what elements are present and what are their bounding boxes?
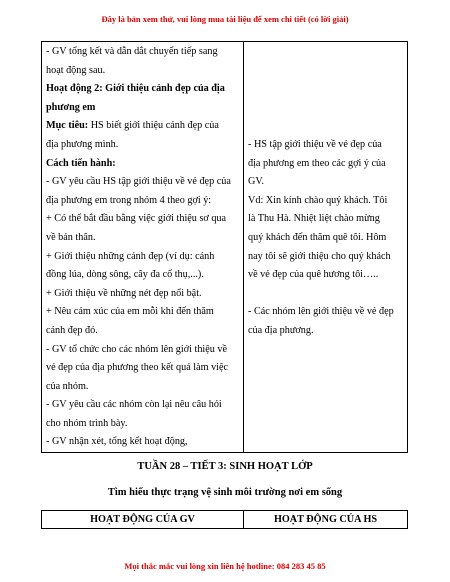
text-line: địa phương em trong nhóm 4 theo gợi ý: — [46, 194, 212, 206]
text-line: địa phương em theo các gợi ý của — [248, 157, 386, 169]
text-line: địa phương mình. — [46, 138, 119, 150]
text-line: + Nêu cảm xúc của em mỗi khi đến thăm — [46, 306, 214, 318]
section-title: TUẦN 28 – TIẾT 3: SINH HOẠT LỚP — [137, 461, 313, 472]
objective-label: Mục tiêu: — [46, 120, 89, 132]
procedure-label: Cách tiến hành: — [46, 157, 116, 169]
teacher-activity-header: HOẠT ĐỘNG CỦA GV — [42, 511, 244, 529]
text-line: - GV nhận xét, tổng kết hoạt động, — [46, 436, 188, 448]
text-line: đồng lúa, dòng sông, cây đa cổ thụ,...). — [46, 269, 204, 281]
text-line: GV. — [248, 176, 264, 188]
text-line: vẻ đẹp của địa phương theo kết quả làm việc — [46, 362, 229, 374]
hotline-banner: Mọi thắc mắc vui lòng xin liên hệ hotline: 084 283 45 85 — [124, 561, 326, 571]
student-activity-cell — [244, 42, 408, 453]
text-line: của địa phương. — [248, 324, 314, 336]
text-line: + Giới thiệu về những nét đẹp nổi bật. — [46, 287, 202, 299]
paragraph-spacer — [248, 285, 403, 304]
section-subtitle: Tìm hiểu thực trạng vệ sinh môi trường nơi em sống — [107, 487, 343, 498]
activity-heading: Hoạt động 2: Giới thiệu cảnh đẹp của địa — [46, 83, 225, 95]
text-line: hoạt động sau. — [46, 64, 106, 76]
text-line: nay tôi sẽ giới thiệu cho quý khách — [248, 250, 391, 262]
cell-spacer — [248, 43, 403, 136]
text-line: của nhóm. — [46, 380, 89, 392]
text-line: - GV tổ chức cho các nhóm lên giới thiệu về — [46, 343, 228, 355]
preview-notice-banner: Đây là bản xem thử, vui lòng mua tài liệu để xem chi tiết (có lời giải) — [101, 14, 349, 24]
activity-table — [41, 41, 408, 453]
student-activity-header: HOẠT ĐỘNG CỦA HS — [244, 511, 408, 529]
text-line: + Có thể bắt đầu bằng việc giới thiệu sơ qua — [46, 213, 227, 225]
objective-text: HS biết giới thiệu cảnh đẹp của — [88, 120, 219, 132]
objective-line — [46, 117, 239, 136]
text-line: - GV yêu cầu các nhóm còn lại nêu câu hỏi — [46, 399, 222, 411]
text-line: - GV tổng kết và dẫn dắt chuyển tiếp sang — [46, 46, 218, 57]
text-line: - Các nhóm lên giới thiệu về vẻ đẹp — [248, 306, 394, 318]
text-line: cảnh đẹp đó. — [46, 324, 98, 336]
activity-header-table — [41, 510, 408, 529]
text-line: về vẻ đẹp của quê hương tôi….. — [248, 269, 379, 281]
text-line: cho nhóm trình bày. — [46, 417, 128, 429]
text-line: quý khách đến thăm quê tôi. Hôm — [248, 231, 387, 243]
text-line: + Giới thiệu những cảnh đẹp (ví dụ: cánh — [46, 250, 215, 262]
activity-heading: phương em — [46, 101, 96, 113]
text-line: là Thu Hà. Nhiệt liệt chào mừng — [248, 213, 380, 225]
text-line: Vd: Xin kính chào quý khách. Tôi — [248, 194, 388, 206]
text-line: về bản thân. — [46, 231, 96, 243]
text-line: - HS tập giới thiệu về vẻ đẹp của — [248, 139, 382, 150]
text-line: - GV yêu cầu HS tập giới thiệu về vẻ đẹp của — [46, 176, 231, 188]
teacher-activity-cell — [42, 42, 244, 453]
